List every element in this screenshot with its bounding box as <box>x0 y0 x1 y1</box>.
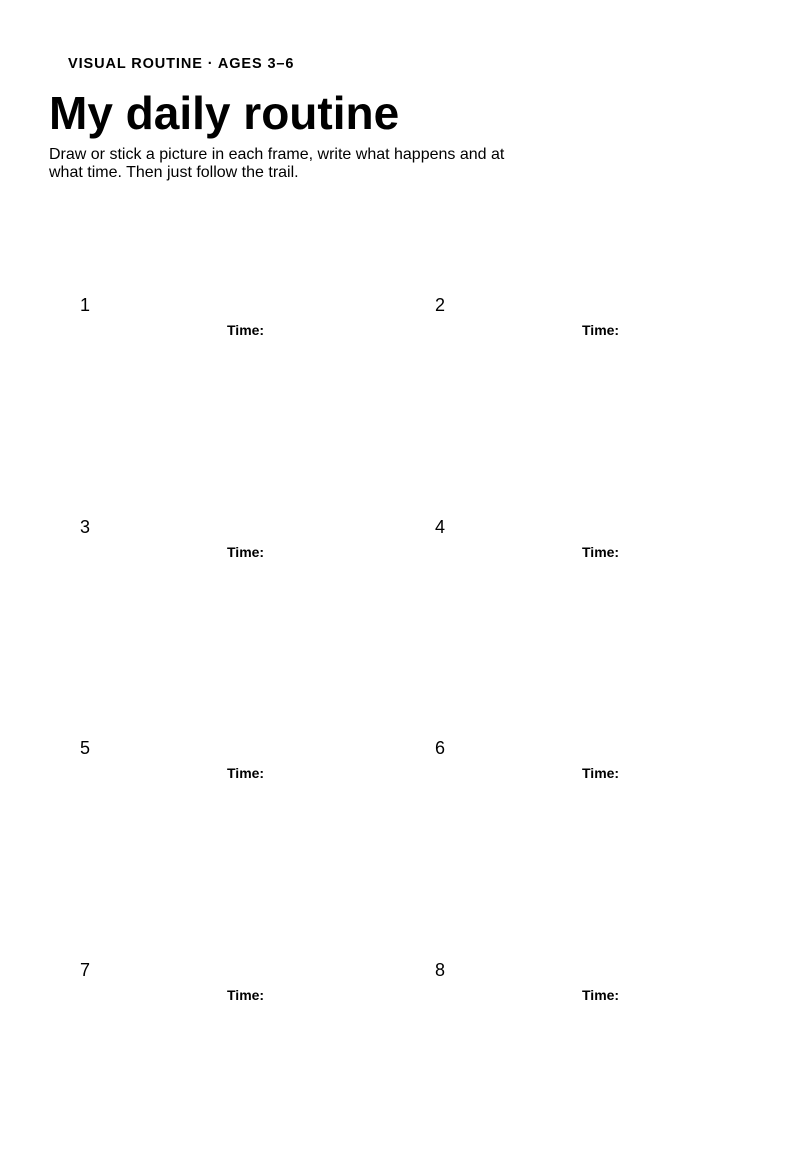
frame-number: 1 <box>80 295 91 315</box>
routine-frame[interactable] <box>435 737 765 947</box>
worksheet-instructions: Draw or stick a picture in each frame, write what happens and at what time. Then just follow the trail. <box>49 146 505 181</box>
worksheet-eyebrow: VISUAL ROUTINE · AGES 3–6 <box>68 56 295 72</box>
time-label: Time: <box>582 322 620 338</box>
time-label: Time: <box>227 765 265 781</box>
frame-number: 3 <box>80 517 91 537</box>
routine-frame[interactable] <box>435 294 765 504</box>
frame-number: 4 <box>435 517 446 537</box>
routine-frame[interactable] <box>80 516 410 726</box>
time-label: Time: <box>582 987 620 1003</box>
time-label: Time: <box>227 987 265 1003</box>
routine-frame[interactable] <box>80 294 410 504</box>
routine-frame[interactable] <box>80 737 410 947</box>
routine-frame[interactable] <box>435 516 765 726</box>
frame-number: 6 <box>435 738 446 758</box>
time-label: Time: <box>227 322 265 338</box>
page-title: My daily routine <box>49 87 400 139</box>
frame-number: 5 <box>80 738 91 758</box>
frame-number: 8 <box>435 960 446 980</box>
frame-number: 7 <box>80 960 91 980</box>
routine-frame[interactable] <box>435 959 765 1169</box>
frame-number: 2 <box>435 295 446 315</box>
time-label: Time: <box>582 765 620 781</box>
time-label: Time: <box>582 544 620 560</box>
routine-frame[interactable] <box>80 959 410 1169</box>
time-label: Time: <box>227 544 265 560</box>
